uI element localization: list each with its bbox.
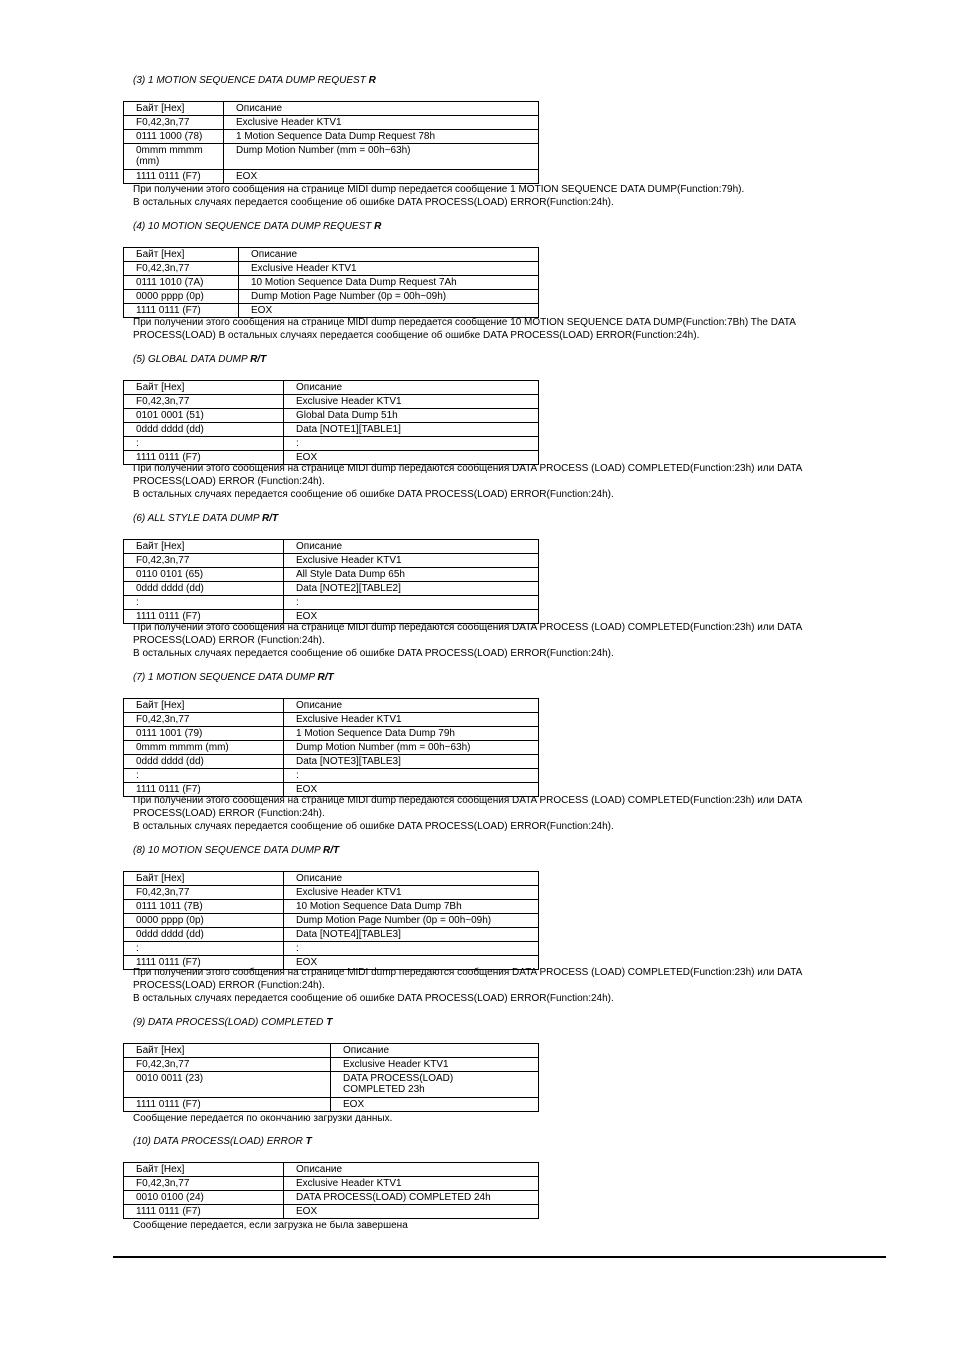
- description-cell: 10 Motion Sequence Data Dump Request 7Ah: [239, 276, 539, 290]
- description-cell: EOX: [224, 170, 539, 184]
- message-table: [123, 101, 539, 184]
- description-cell: DATA PROCESS(LOAD) COMPLETED 23h: [331, 1072, 539, 1098]
- table-row: [124, 1072, 539, 1098]
- table-row: [124, 1058, 539, 1072]
- table-row: [124, 409, 539, 423]
- section-title: (3) 1 MOTION SEQUENCE DATA DUMP REQUEST: [133, 75, 366, 86]
- table-row: [124, 741, 539, 755]
- header-byte-hex: Байт [Hex]: [124, 381, 284, 395]
- description-cell: Data [NOTE3][TABLE3]: [284, 755, 539, 769]
- byte-cell: 0010 0011 (23): [124, 1072, 331, 1098]
- byte-cell: :: [124, 437, 284, 451]
- table-row: [124, 727, 539, 741]
- byte-cell: 1111 0111 (F7): [124, 783, 284, 797]
- section-heading: [133, 845, 339, 856]
- description-cell: Exclusive Header KTV1: [284, 713, 539, 727]
- table-row: [124, 423, 539, 437]
- byte-cell: 0111 1001 (79): [124, 727, 284, 741]
- message-table: [123, 380, 539, 465]
- byte-cell: 1111 0111 (F7): [124, 170, 224, 184]
- direction-marker: R/T: [261, 513, 279, 524]
- byte-cell: 1111 0111 (F7): [124, 1098, 331, 1112]
- description-cell: EOX: [284, 956, 539, 970]
- description-cell: Exclusive Header KTV1: [239, 262, 539, 276]
- byte-cell: 0010 0100 (24): [124, 1191, 284, 1205]
- table-row: [124, 1098, 539, 1112]
- table-header-row: [124, 1163, 539, 1177]
- byte-cell: 0mmm mmmm (mm): [124, 144, 224, 170]
- table-header-row: [124, 540, 539, 554]
- table-row: [124, 942, 539, 956]
- byte-cell: 0000 pppp (0p): [124, 914, 284, 928]
- header-byte-hex: Байт [Hex]: [124, 248, 239, 262]
- description-cell: 1 Motion Sequence Data Dump 79h: [284, 727, 539, 741]
- header-byte-hex: Байт [Hex]: [124, 1044, 331, 1058]
- byte-cell: 0ddd dddd (dd): [124, 928, 284, 942]
- description-cell: Dump Motion Number (mm = 00h~63h): [224, 144, 539, 170]
- byte-cell: F0,42,3n,77: [124, 395, 284, 409]
- table-row: [124, 290, 539, 304]
- table-row: [124, 755, 539, 769]
- direction-marker: R: [374, 221, 382, 232]
- table-row: [124, 582, 539, 596]
- description-cell: All Style Data Dump 65h: [284, 568, 539, 582]
- byte-cell: :: [124, 769, 284, 783]
- message-table: [123, 698, 539, 797]
- table-row: [124, 928, 539, 942]
- message-table: [123, 247, 539, 318]
- description-cell: Global Data Dump 51h: [284, 409, 539, 423]
- table-header-row: [124, 102, 539, 116]
- byte-cell: F0,42,3n,77: [124, 1058, 331, 1072]
- description-cell: 1 Motion Sequence Data Dump Request 78h: [224, 130, 539, 144]
- section-note: При получении этого сообщения на странице MIDI dump передается сообщение 10 MOTION SEQUENCE DATA DUMP(Function:7Bh) The DATA PROCESS(LOAD) В остальных случаях передается сообщение об ошибке DATA PROCESS(LOAD) ERROR(Function:24h).: [133, 317, 796, 341]
- section-heading: [133, 75, 376, 86]
- header-description: Описание: [239, 248, 539, 262]
- header-description: Описание: [284, 381, 539, 395]
- section-note: Сообщение передается, если загрузка не была завершена: [133, 1220, 408, 1231]
- section-heading: [133, 672, 334, 683]
- section-heading: [133, 1017, 332, 1028]
- section-heading: [133, 354, 266, 365]
- description-cell: Exclusive Header KTV1: [284, 395, 539, 409]
- byte-cell: 0mmm mmmm (mm): [124, 741, 284, 755]
- description-cell: Exclusive Header KTV1: [284, 1177, 539, 1191]
- direction-marker: T: [326, 1017, 333, 1028]
- header-byte-hex: Байт [Hex]: [124, 699, 284, 713]
- byte-cell: 0ddd dddd (dd): [124, 755, 284, 769]
- section-note: При получении этого сообщения на странице MIDI dump передается сообщение 1 MOTION SEQUENCE DATA DUMP(Function:79h). В остальных случаях передается сообщение об ошибке DATA PROCESS(LOAD) ERROR(Function:24h).: [133, 184, 745, 208]
- section-note: Сообщение передается по окончанию загрузки данных.: [133, 1113, 393, 1124]
- section-note: При получении этого сообщения на странице MIDI dump передаются сообщения DATA PROCESS (LOAD) COMPLETED(Function:23h) или DATA PROCESS(LOAD) ERROR (Function:24h). В остальных случаях передается сообщение об ошибке DATA PROCESS(LOAD) ERROR(Function:24h).: [133, 463, 802, 500]
- section-title: (10) DATA PROCESS(LOAD) ERROR: [133, 1136, 303, 1147]
- header-description: Описание: [224, 102, 539, 116]
- header-byte-hex: Байт [Hex]: [124, 872, 284, 886]
- header-byte-hex: Байт [Hex]: [124, 1163, 284, 1177]
- table-row: [124, 554, 539, 568]
- section-heading: [133, 221, 381, 232]
- header-description: Описание: [284, 1163, 539, 1177]
- table-header-row: [124, 381, 539, 395]
- byte-cell: F0,42,3n,77: [124, 713, 284, 727]
- table-row: [124, 568, 539, 582]
- message-table: [123, 1162, 539, 1219]
- table-row: [124, 144, 539, 170]
- section-title: (9) DATA PROCESS(LOAD) COMPLETED: [133, 1017, 324, 1028]
- description-cell: Data [NOTE4][TABLE3]: [284, 928, 539, 942]
- table-row: [124, 170, 539, 184]
- byte-cell: 0110 0101 (65): [124, 568, 284, 582]
- direction-marker: T: [305, 1136, 312, 1147]
- section-title: (6) ALL STYLE DATA DUMP: [133, 513, 260, 524]
- footer-rule: [113, 1256, 886, 1258]
- byte-cell: 0111 1010 (7A): [124, 276, 239, 290]
- byte-cell: 0101 0001 (51): [124, 409, 284, 423]
- description-cell: Exclusive Header KTV1: [284, 554, 539, 568]
- table-row: [124, 276, 539, 290]
- description-cell: EOX: [284, 610, 539, 624]
- table-row: [124, 713, 539, 727]
- table-row: [124, 1177, 539, 1191]
- byte-cell: 1111 0111 (F7): [124, 956, 284, 970]
- description-cell: :: [284, 437, 539, 451]
- table-row: [124, 769, 539, 783]
- byte-cell: 0111 1000 (78): [124, 130, 224, 144]
- table-header-row: [124, 248, 539, 262]
- description-cell: Dump Motion Page Number (0p = 00h~09h): [239, 290, 539, 304]
- message-table: [123, 871, 539, 970]
- table-row: [124, 1191, 539, 1205]
- byte-cell: F0,42,3n,77: [124, 1177, 284, 1191]
- byte-cell: 1111 0111 (F7): [124, 610, 284, 624]
- message-table: [123, 539, 539, 624]
- section-title: (5) GLOBAL DATA DUMP: [133, 354, 248, 365]
- description-cell: Data [NOTE2][TABLE2]: [284, 582, 539, 596]
- description-cell: Dump Motion Number (mm = 00h~63h): [284, 741, 539, 755]
- description-cell: DATA PROCESS(LOAD) COMPLETED 24h: [284, 1191, 539, 1205]
- byte-cell: 1111 0111 (F7): [124, 304, 239, 318]
- table-row: [124, 914, 539, 928]
- description-cell: :: [284, 596, 539, 610]
- section-title: (7) 1 MOTION SEQUENCE DATA DUMP: [133, 672, 315, 683]
- section-note: При получении этого сообщения на странице MIDI dump передаются сообщения DATA PROCESS (LOAD) COMPLETED(Function:23h) или DATA PROCESS(LOAD) ERROR (Function:24h). В остальных случаях передается сообщение об ошибке DATA PROCESS(LOAD) ERROR(Function:24h).: [133, 967, 802, 1004]
- header-byte-hex: Байт [Hex]: [124, 102, 224, 116]
- table-header-row: [124, 699, 539, 713]
- description-cell: Exclusive Header KTV1: [284, 886, 539, 900]
- direction-marker: R/T: [317, 672, 334, 683]
- byte-cell: 1111 0111 (F7): [124, 451, 284, 465]
- byte-cell: 0000 pppp (0p): [124, 290, 239, 304]
- byte-cell: F0,42,3n,77: [124, 116, 224, 130]
- section-heading: [133, 1136, 312, 1147]
- description-cell: EOX: [284, 1205, 539, 1219]
- header-byte-hex: Байт [Hex]: [124, 540, 284, 554]
- byte-cell: F0,42,3n,77: [124, 886, 284, 900]
- byte-cell: 0111 1011 (7B): [124, 900, 284, 914]
- byte-cell: 0ddd dddd (dd): [124, 582, 284, 596]
- byte-cell: F0,42,3n,77: [124, 554, 284, 568]
- section-note: При получении этого сообщения на странице MIDI dump передаются сообщения DATA PROCESS (LOAD) COMPLETED(Function:23h) или DATA PROCESS(LOAD) ERROR (Function:24h). В остальных случаях передается сообщение об ошибке DATA PROCESS(LOAD) ERROR(Function:24h).: [133, 622, 802, 659]
- description-cell: :: [284, 769, 539, 783]
- table-row: [124, 1205, 539, 1219]
- direction-marker: R/T: [250, 354, 267, 365]
- table-row: [124, 116, 539, 130]
- section-note: При получении этого сообщения на странице MIDI dump передаются сообщения DATA PROCESS (LOAD) COMPLETED(Function:23h) или DATA PROCESS(LOAD) ERROR (Function:24h). В остальных случаях передается сообщение об ошибке DATA PROCESS(LOAD) ERROR(Function:24h).: [133, 795, 802, 832]
- table-row: [124, 596, 539, 610]
- byte-cell: :: [124, 596, 284, 610]
- table-row: [124, 900, 539, 914]
- header-description: Описание: [284, 540, 539, 554]
- table-row: [124, 130, 539, 144]
- description-cell: 10 Motion Sequence Data Dump 7Bh: [284, 900, 539, 914]
- message-table: [123, 1043, 539, 1112]
- section-title: (4) 10 MOTION SEQUENCE DATA DUMP REQUEST: [133, 221, 372, 232]
- byte-cell: 1111 0111 (F7): [124, 1205, 284, 1219]
- description-cell: Data [NOTE1][TABLE1]: [284, 423, 539, 437]
- description-cell: :: [284, 942, 539, 956]
- header-description: Описание: [284, 872, 539, 886]
- description-cell: Exclusive Header KTV1: [224, 116, 539, 130]
- description-cell: EOX: [331, 1098, 539, 1112]
- table-header-row: [124, 872, 539, 886]
- description-cell: EOX: [284, 783, 539, 797]
- header-description: Описание: [284, 699, 539, 713]
- description-cell: EOX: [284, 451, 539, 465]
- table-header-row: [124, 1044, 539, 1058]
- description-cell: Exclusive Header KTV1: [331, 1058, 539, 1072]
- byte-cell: 0ddd dddd (dd): [124, 423, 284, 437]
- direction-marker: R/T: [323, 845, 340, 856]
- table-row: [124, 395, 539, 409]
- description-cell: Dump Motion Page Number (0p = 00h~09h): [284, 914, 539, 928]
- table-row: [124, 262, 539, 276]
- section-heading: [133, 513, 278, 524]
- description-cell: EOX: [239, 304, 539, 318]
- byte-cell: F0,42,3n,77: [124, 262, 239, 276]
- section-title: (8) 10 MOTION SEQUENCE DATA DUMP: [133, 845, 321, 856]
- direction-marker: R: [368, 75, 376, 86]
- header-description: Описание: [331, 1044, 539, 1058]
- table-row: [124, 886, 539, 900]
- byte-cell: :: [124, 942, 284, 956]
- table-row: [124, 437, 539, 451]
